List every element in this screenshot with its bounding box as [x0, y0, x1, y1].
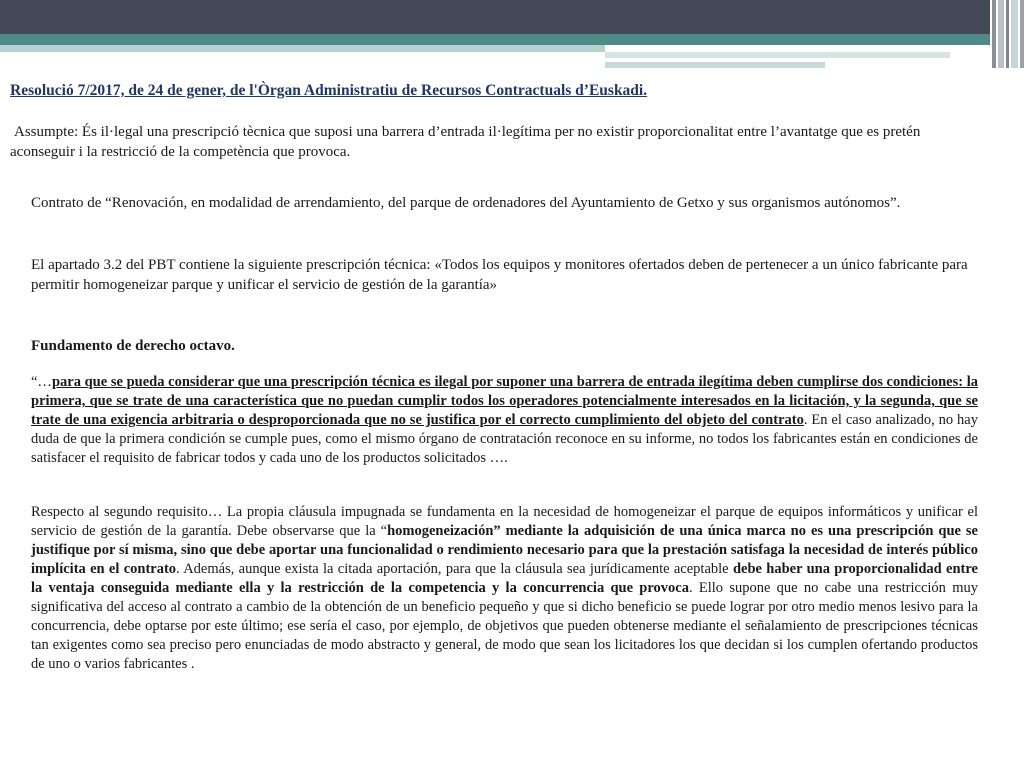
header-stripe [1006, 0, 1009, 68]
respecto-text-1: Respecto al segundo requisito… La propia cláusula impugnada se fundamenta en la necesidad de homogeneizar el parque de equipos informáticos y unificar el servicio de gestión de la garantía. Debe observarse que la “ [31, 504, 978, 539]
assumpte-text: Assumpte: És il·legal una prescripció tècnica que suposi una barrera d’entrada il·legítima per no existir proporcionalitat entre l’avantatge que es pretén aconseguir i la restricció de la competència que provoca. [10, 124, 921, 160]
quote-rest-text: . En el caso analizado, no hay duda de que la primera condición se cumple pues, como el mismo órgano de contratación reconoce en su informe, no todos los fabricantes están en condiciones de satisfacer el requisito de fabricar todos y cada uno de los productos solicitados …. [31, 412, 978, 466]
quote-paragraph [31, 373, 978, 468]
header-bar-light [0, 45, 605, 52]
header-bar-light-3 [605, 62, 825, 68]
contrato-paragraph [31, 193, 978, 213]
fundamento-heading-text: Fundamento de derecho octavo. [31, 338, 235, 354]
contrato-text: Contrato de “Renovación, en modalidad de arrendamiento, del parque de ordenadores del Ayuntamiento de Getxo y sus organismos autónomos”. [31, 195, 901, 211]
header-stripe [1020, 0, 1024, 68]
respecto-bold-2: debe haber una proporcionalidad entre la ventaja conseguida mediante ella y la restricción de la competencia y la concurrencia que provoca [31, 561, 978, 596]
respecto-text-3: . Ello supone que no cabe una restricción muy significativa del acceso al contrato a cambio de la obtención de un beneficio pequeño y que si dicho beneficio se puede lograr por otro medio menos lesivo para la concurrencia, debe optarse por este último; ese sería el caso, por ejemplo, de objetivos que pueden obtenerse mediante el señalamiento de prescripciones técnicas tan exigentes como sea preciso pero enunciadas de modo abstracto y general, de modo que sean los licitadores los que decidan si los cumplen ofertando productos de uno o varios fabricantes . [31, 580, 978, 672]
document-title: Resolució 7/2017, de 24 de gener, de l'Òrgan Administratiu de Recursos Contractuals d’Euskadi. [10, 82, 648, 99]
quote-open: “… [31, 374, 52, 390]
header-bar-light-2 [605, 52, 950, 58]
apartado-paragraph [31, 255, 978, 295]
header-stripe [1011, 0, 1018, 68]
respecto-bold-1: homogeneización” mediante la adquisición de una única marca no es una prescripción que se justifique por sí misma, sino que debe aportar una funcionalidad o rendimiento necesario para que la prestación satisfaga la necesidad de interés público implícita en el contrato [31, 523, 978, 577]
assumpte-paragraph [10, 122, 930, 162]
header-stripe [992, 0, 996, 68]
fundamento-heading [31, 336, 631, 356]
quote-underlined-text: para que se pueda considerar que una prescripción técnica es ilegal por suponer una barrera de entrada ilegítima deben cumplirse dos condiciones: la primera, que se trate de una característica que no puedan cumplir todos los operadores potencialmente interesados en la licitación, y la segunda, que se trate de una exigencia arbitraria o desproporcionada que no se justifica por el correcto cumplimiento del objeto del contrato [31, 374, 978, 428]
header-bar-teal [0, 34, 990, 45]
header-stripe [998, 0, 1004, 68]
apartado-text: El apartado 3.2 del PBT contiene la siguiente prescripción técnica: «Todos los equipos y monitores ofertados deben de pertenecer a un único fabricante para permitir homogeneizar parque y unificar el servicio de gestión de la garantía» [31, 257, 968, 293]
respecto-text-2: . Además, aunque exista la citada aportación, para que la cláusula sea jurídicamente aceptable [176, 561, 733, 577]
header-bar-dark [0, 0, 990, 34]
respecto-paragraph [31, 503, 978, 674]
